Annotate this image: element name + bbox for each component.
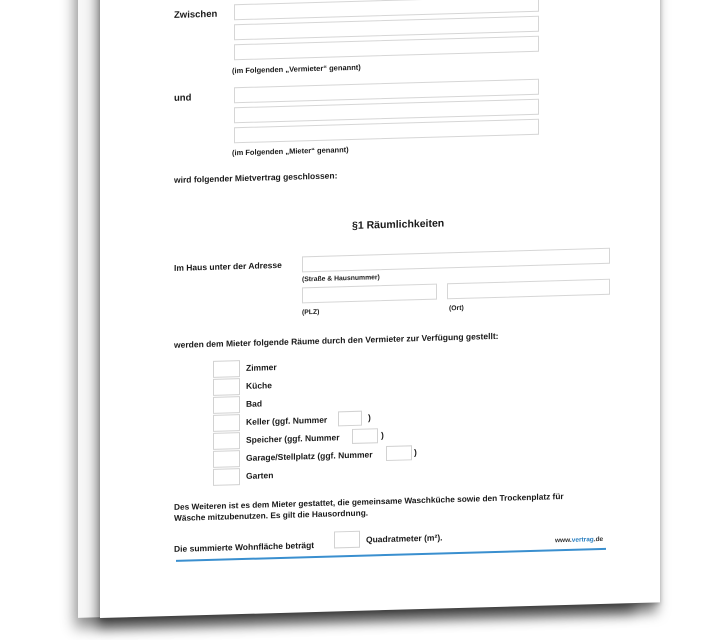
landlord-city-field[interactable]	[234, 36, 539, 61]
area-label: Die summierte Wohnfläche beträgt	[174, 540, 315, 554]
contract-closing-text: wird folgender Mietvertrag geschlossen:	[174, 170, 338, 185]
footer-url-prefix: www.	[555, 536, 572, 545]
footer-url-brand: vertrag	[571, 536, 594, 544]
contract-page	[100, 0, 660, 618]
room-checkbox-speicher[interactable]	[213, 432, 240, 450]
laundry-text-line1: Des Weiteren ist es dem Mieter gestattet, die gemeinsame Waschküche sowie den Trockenplatz für	[174, 491, 564, 512]
garage-close-paren: )	[414, 447, 417, 458]
keller-number-field[interactable]	[338, 411, 362, 427]
room-label-zimmer: Zimmer	[246, 362, 277, 373]
room-checkbox-garage[interactable]	[213, 450, 240, 468]
ort-field[interactable]	[447, 279, 610, 300]
plz-field[interactable]	[302, 284, 437, 304]
street-field[interactable]	[302, 248, 610, 273]
room-checkbox-garten[interactable]	[213, 468, 240, 486]
footer-url[interactable]	[555, 536, 603, 544]
garage-number-field[interactable]	[386, 445, 412, 461]
speicher-close-paren: )	[381, 430, 384, 441]
room-label-keller: Keller (ggf. Nummer	[246, 414, 328, 427]
room-label-garage: Garage/Stellplatz (ggf. Nummer	[246, 449, 373, 463]
vermieter-note: (im Folgenden „Vermieter“ genannt)	[232, 62, 361, 76]
plz-caption: (PLZ)	[302, 308, 320, 317]
und-label: und	[174, 92, 192, 104]
room-label-garten: Garten	[246, 470, 274, 481]
laundry-text-line2: Wäsche mitzubenutzen. Es gilt die Hausordnung.	[174, 507, 369, 523]
footer-url-suffix: .de	[593, 535, 604, 544]
rooms-intro-text: werden dem Mieter folgende Räume durch den Vermieter zur Verfügung gestellt:	[174, 330, 499, 350]
area-unit-label: Quadratmeter (m²).	[366, 532, 443, 545]
tenant-city-field[interactable]	[234, 119, 539, 144]
mieter-note: (im Folgenden „Mieter“ genannt)	[232, 145, 349, 158]
room-checkbox-kueche[interactable]	[213, 378, 240, 396]
street-caption: (Straße & Hausnummer)	[302, 274, 380, 284]
speicher-number-field[interactable]	[352, 428, 378, 444]
address-label: Im Haus unter der Adresse	[174, 259, 282, 273]
room-label-bad: Bad	[246, 398, 263, 409]
room-checkbox-bad[interactable]	[213, 396, 240, 414]
area-value-field[interactable]	[334, 531, 360, 549]
ort-caption: (Ort)	[449, 304, 464, 313]
room-label-speicher: Speicher (ggf. Nummer	[246, 432, 340, 445]
room-checkbox-zimmer[interactable]	[213, 360, 240, 378]
room-label-kueche: Küche	[246, 380, 272, 391]
zwischen-label: Zwischen	[174, 8, 218, 21]
keller-close-paren: )	[368, 412, 371, 423]
section-heading: §1 Räumlichkeiten	[352, 217, 445, 232]
room-checkbox-keller[interactable]	[213, 414, 240, 432]
